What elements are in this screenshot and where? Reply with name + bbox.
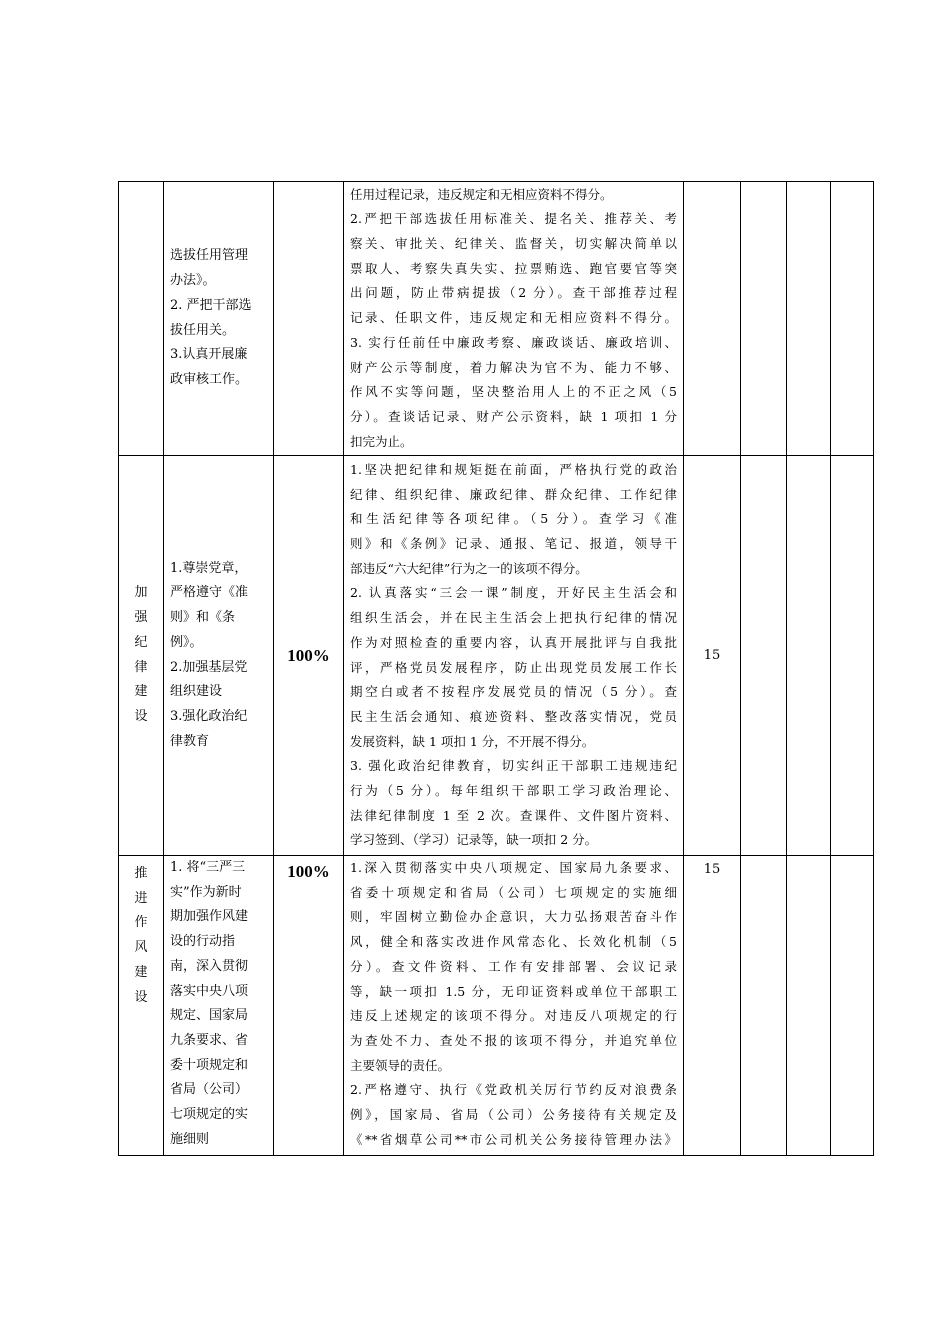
empty-cell	[787, 456, 831, 856]
standard-line: 学习签到、（学习）记录等，缺一项扣 2 分。	[350, 832, 598, 848]
empty-cell	[741, 856, 787, 1156]
category-char: 风	[134, 940, 148, 956]
requirement-line: 1. 将“三严三	[170, 860, 246, 875]
score-cell: 15	[684, 856, 741, 1156]
category-char: 进	[134, 890, 148, 906]
standard-line: 违反上述规定的该项不得分。对违反八项规定的行	[350, 1008, 677, 1024]
standard-line: 2. 认真落实“三会一课”制度，开好民主生活会和	[350, 585, 677, 601]
standard-line: 2.严把干部选拔任用标准关、提名关、推荐关、考	[350, 211, 677, 227]
standard-line: 纪律、组织纪律、廉政纪律、群众纪律、工作纪律	[350, 486, 677, 502]
category-cell	[119, 856, 164, 1156]
requirement-line: 设的行动指	[170, 934, 236, 950]
category-char: 推	[134, 866, 148, 881]
requirement-line: 3.强化政治纪	[170, 708, 248, 724]
requirement-line: 办法》。	[170, 273, 216, 289]
standard-line: 和生活纪律等各项纪律。（5 分）。查学习《准	[350, 511, 677, 527]
standard-line: 扣完为止。	[350, 433, 413, 449]
requirement-line: 则》和《条	[170, 610, 236, 626]
requirement-line: 规定、国家局	[170, 1008, 249, 1024]
empty-cell	[787, 182, 831, 456]
standard-line: 票取人、考察失真失实、拉票贿选、跑官要官等突	[350, 260, 677, 276]
standard-cell	[344, 456, 684, 856]
standard-line: 2.严格遵守、执行《党政机关厉行节约反对浪费条	[350, 1082, 677, 1098]
standard-line: 3. 实行任前任中廉政考察、廉政谈话、廉政培训、	[350, 334, 677, 350]
table-row	[119, 456, 874, 856]
completion-rate-cell: 100%	[274, 456, 344, 856]
requirement-cell	[164, 182, 274, 456]
category-char: 纪	[134, 634, 148, 650]
evaluation-table	[118, 181, 874, 1156]
category-char: 建	[134, 684, 148, 700]
standard-line: 主要领导的责任。	[350, 1057, 451, 1073]
requirement-line: 1.尊崇党章，	[170, 560, 248, 576]
requirement-line: 省局（公司）	[170, 1082, 249, 1098]
standard-line: 作为对照检查的重要内容，认真开展批评与自我批	[350, 634, 677, 650]
requirement-line: 选拔任用管理	[170, 248, 249, 264]
standard-line: 等，缺一项扣 1.5 分，无印证资料或单位干部职工	[350, 983, 677, 999]
score-cell	[684, 182, 741, 456]
requirement-line: 九条要求、省	[170, 1032, 249, 1048]
category-char: 建	[134, 964, 148, 980]
empty-cell	[831, 456, 874, 856]
standard-line: 例》，国家局、省局（公司）公务接待有关规定及	[350, 1107, 677, 1123]
score-cell: 15	[684, 456, 741, 856]
standard-line: 为查处不力、查处不报的该项不得分，并追究单位	[350, 1032, 677, 1048]
standard-line: 发展资料，缺 1 项扣 1 分，不开展不得分。	[350, 733, 595, 749]
requirement-line: 律教育	[170, 733, 210, 749]
requirement-line: 2. 严把干部选	[170, 297, 252, 313]
category-char: 设	[134, 989, 148, 1005]
category-cell	[119, 182, 164, 456]
standard-line: 3. 强化政治纪律教育，切实纠正干部职工违规违纪	[350, 758, 677, 774]
requirement-line: 实”作为新时	[170, 884, 242, 900]
standard-line: 1.深入贯彻落实中央八项规定、国家局九条要求、	[350, 860, 677, 875]
standard-line: 记录、任职文件，违反规定和无相应资料不得分。	[350, 310, 677, 326]
empty-cell	[831, 182, 874, 456]
standard-line: 期空白或者不按程序发展党员的情况（5 分）。查	[350, 684, 677, 700]
standard-line: 省委十项规定和省局（公司）七项规定的实施细	[350, 884, 677, 900]
standard-line: 出问题，防止带病提拔（2 分）。查干部推荐过程	[350, 285, 677, 301]
standard-line: 法律纪律制度 1 至 2 次。查课件、文件图片资料、	[350, 807, 677, 823]
standard-line: 《**省烟草公司**市公司机关公务接待管理办法》	[350, 1131, 677, 1147]
standard-cell	[344, 182, 684, 456]
category-char: 作	[134, 915, 148, 931]
standard-line: 任用过程记录，违反规定和无相应资料不得分。	[350, 186, 613, 202]
category-char: 强	[134, 610, 148, 626]
requirement-line: 期加强作风建	[170, 909, 249, 925]
requirement-line: 委十项规定和	[170, 1057, 249, 1073]
standard-line: 则，牢固树立勤俭办企意识，大力弘扬艰苦奋斗作	[350, 909, 677, 925]
requirement-line: 严格遵守《准	[170, 585, 249, 601]
standard-cell	[344, 856, 684, 1156]
standard-line: 民主生活会通知、痕迹资料、整改落实情况，党员	[350, 708, 677, 724]
standard-line: 行为（5 分）。每年组织干部职工学习政治理论、	[350, 783, 677, 799]
requirement-line: 3.认真开展廉	[170, 347, 248, 363]
standard-line: 财产公示等制度，着力解决为官不为、能力不够、	[350, 359, 677, 375]
requirement-line: 七项规定的实	[170, 1107, 249, 1123]
standard-line: 部违反“六大纪律”行为之一的该项不得分。	[350, 560, 588, 576]
requirement-cell	[164, 856, 274, 1156]
standard-line: 组织生活会，并在民主生活会上把执行纪律的情况	[350, 610, 677, 626]
empty-cell	[787, 856, 831, 1156]
standard-line: 风，健全和落实改进作风常态化、长效化机制（5	[350, 934, 677, 950]
requirement-line: 例》。	[170, 634, 203, 650]
standard-line: 1.坚决把纪律和规矩挺在前面，严格执行党的政治	[350, 461, 677, 477]
table-row	[119, 856, 874, 1156]
category-char: 加	[134, 585, 148, 601]
requirement-line: 落实中央八项	[170, 983, 249, 999]
category-char: 律	[134, 659, 148, 675]
table-row	[119, 182, 874, 456]
empty-cell	[741, 456, 787, 856]
standard-line: 察关、审批关、纪律关、监督关，切实解决简单以	[350, 236, 677, 252]
requirement-line: 政审核工作。	[170, 371, 249, 387]
requirement-line: 施细则	[170, 1131, 210, 1147]
requirement-line: 组织建设	[170, 684, 223, 700]
empty-cell	[741, 182, 787, 456]
standard-line: 评，严格党员发展程序，防止出现党员发展工作长	[350, 659, 677, 675]
requirement-cell	[164, 456, 274, 856]
empty-cell	[831, 856, 874, 1156]
category-char: 设	[134, 708, 148, 724]
requirement-line: 南，深入贯彻	[170, 958, 249, 974]
category-cell	[119, 456, 164, 856]
requirement-line: 拔任用关。	[170, 322, 236, 338]
requirement-line: 2.加强基层党	[170, 659, 248, 675]
standard-line: 则》和《条例》记录、通报、笔记、报道，领导干	[350, 535, 677, 551]
standard-line: 作风不实等问题，坚决整治用人上的不正之风（5	[350, 384, 677, 400]
completion-rate-cell	[274, 182, 344, 456]
standard-line: 分）。查谈话记录、财产公示资料，缺 1 项扣 1 分	[350, 408, 677, 424]
standard-line: 分）。查文件资料、工作有安排部署、会议记录	[350, 958, 677, 974]
completion-rate-cell: 100%	[274, 856, 344, 1156]
